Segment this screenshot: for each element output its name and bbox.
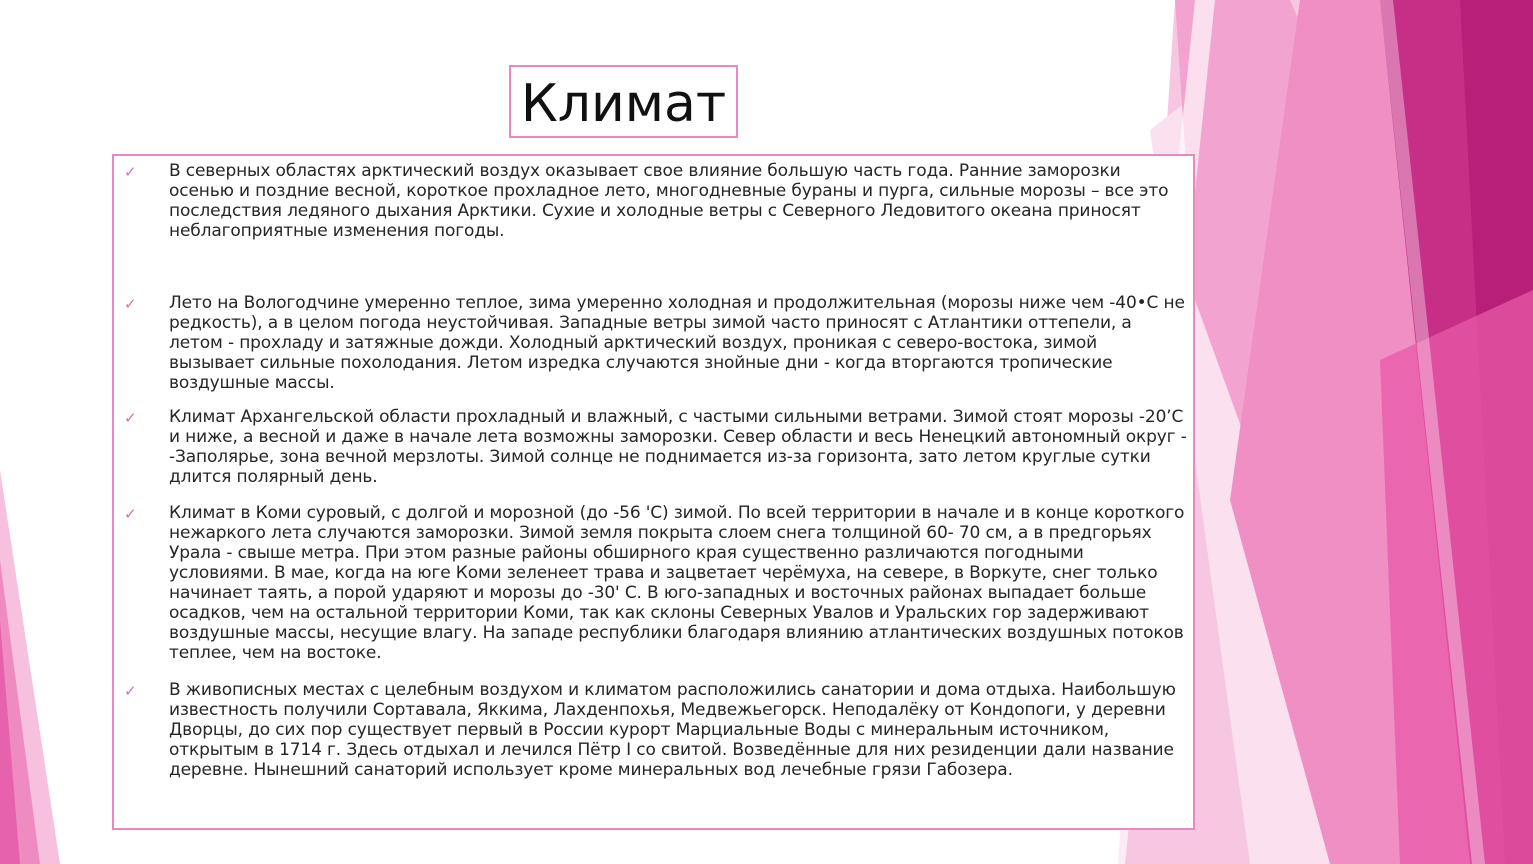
slide-title: Климат: [520, 73, 727, 134]
checkmark-icon: ✓: [124, 295, 137, 313]
checkmark-icon: ✓: [124, 505, 137, 523]
slide-title-box: [509, 65, 738, 138]
checkmark-icon: ✓: [124, 409, 137, 427]
paragraph-north-arctic-air: В северных областях арктический воздух оказывает свое влияние большую часть года. Ранние заморозки осенью и поздние весной, короткое прохладное лето, многодневные бураны и пурга, сильные морозы – все это последствия ледяного дыхания Арктики. Сухие и холодные ветры с Северного Ледовитого океана приносят неблагоприятные изменения погоды.: [169, 161, 1169, 241]
content-box: [112, 154, 1195, 830]
paragraph-arkhangelsk-climate: Климат Архангельской области прохладный и влажный, с частыми сильными ветрами. Зимой стоят морозы -20’С и ниже, а весной и даже в начале лета возможны заморозки. Север области и весь Ненецкий автономный округ - -Заполярье, зона вечной мерзлоты. Зимой солнце не поднимается из-за горизонта, зато летом круглые сутки длится полярный день.: [169, 407, 1187, 487]
decor-facet-bright-bottom: [1380, 290, 1533, 864]
paragraph-komi-climate: Климат в Коми суровый, с долгой и морозной (до -56 'С) зимой. По всей территории в начале и в конце короткого нежаркого лета случаются заморозки. Зимой земля покрыта слоем снега толщиной 60- 70 см, а в предгорьях Урала - свыше метра. При этом разные районы обширного края существенно различаются погодными условиями. В мае, когда на юге Коми зеленеет трава и зацветает черёмуха, на севере, в Воркуте, снег только начинает таять, а порой ударяют и морозы до -30' С. В юго-западных и восточных районах выпадает больше осадков, чем на остальной территории Коми, так как склоны Северных Увалов и Уральских гор задерживают воздушные массы, несущие влагу. На западе республики благодаря влиянию атлантических воздушных потоков теплее, чем на востоке.: [169, 503, 1185, 663]
paragraph-resorts: В живописных местах с целебным воздухом и климатом расположились санатории и дома отдыха. Наибольшую известность получили Сортавала, Яккима, Лахденпохья, Медвежьегорск. Неподалёку от Кондопоги, у деревни Дворцы, до сих пор существует первый в России курорт Марциальные Воды с минеральным источником, открытым в 1714 г. Здесь отдыхал и лечился Пётр I со свитой. Возведённые для них резиденции дали название деревне. Нынешний санаторий использует кроме минеральных вод лечебные грязи Габозера.: [169, 680, 1176, 780]
checkmark-icon: ✓: [124, 682, 137, 700]
checkmark-icon: ✓: [124, 163, 137, 181]
paragraph-vologda-climate: Лето на Вологодчине умеренно теплое, зима умеренно холодная и продолжительная (морозы ниже чем -40•С не редкость), а в целом погода неустойчивая. Западные ветры зимой часто приносят с Атлантики оттепели, а летом - прохладу и затяжные дожди. Холодный арктический воздух, проникая с северо-востока, зимой вызывает сильные похолодания. Летом изредка случаются знойные дни - когда вторгаются тропические воздушные массы.: [169, 293, 1185, 393]
